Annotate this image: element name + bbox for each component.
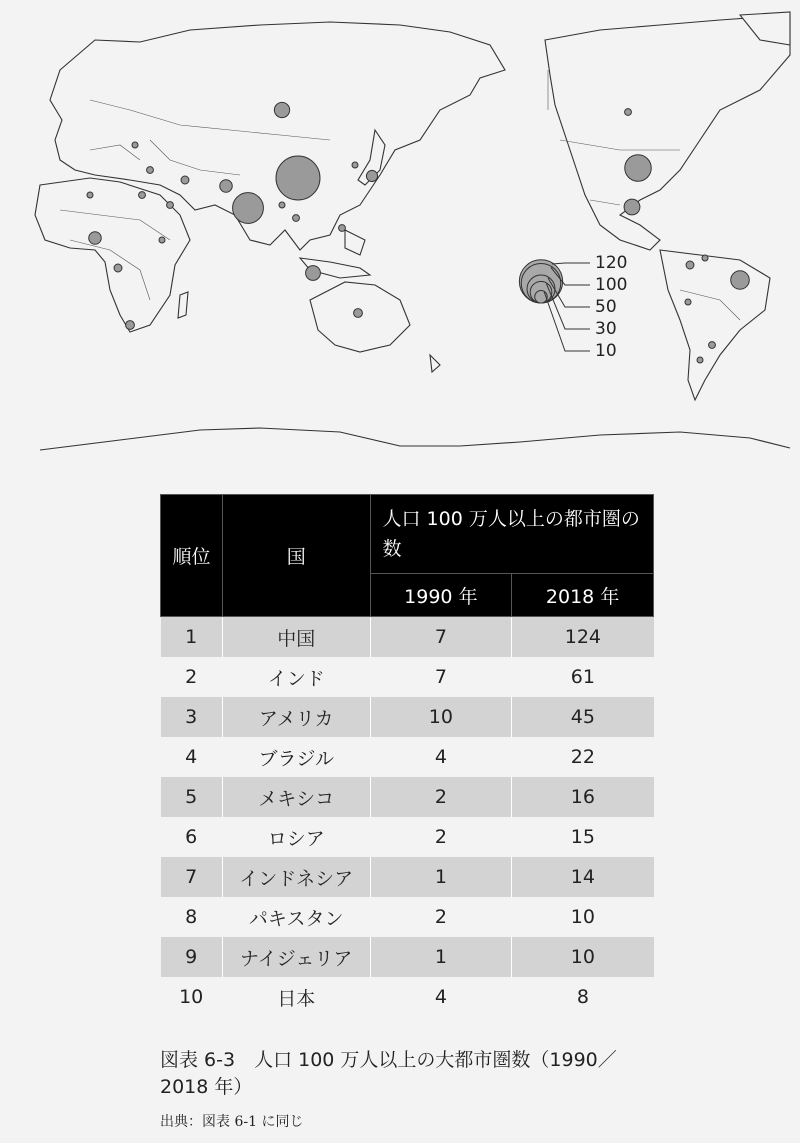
bubble-australia [354, 309, 363, 318]
bubble-mexico [624, 199, 640, 215]
table-row [161, 897, 654, 937]
caption-line-1: 図表 6-3 人口 100 万人以上の大都市圏数（1990／ [160, 1049, 617, 1071]
count-1990-cell: 4 [370, 977, 512, 1017]
country-cell: ロシア [222, 817, 370, 857]
bubble-india [233, 193, 264, 224]
country-header: 国 [222, 495, 370, 617]
legend-label-100: 100 [595, 275, 628, 295]
bubble-egypt [139, 192, 146, 199]
table-row [161, 697, 654, 737]
count-1990-cell: 10 [370, 697, 512, 737]
count-2018-cell: 61 [512, 657, 654, 697]
country-cell: メキシコ [222, 777, 370, 817]
rank-cell: 1 [161, 617, 223, 658]
count-2018-cell: 16 [512, 777, 654, 817]
count-1990-cell: 2 [370, 817, 512, 857]
bubble-indonesia [306, 266, 321, 281]
bubble-nigeria [89, 232, 101, 244]
count-2018-cell: 8 [512, 977, 654, 1017]
bubble-saudi-arabia [167, 202, 174, 209]
country-cell: 中国 [222, 617, 370, 658]
legend-label-30: 30 [595, 319, 617, 339]
rank-cell: 9 [161, 937, 223, 977]
rank-cell: 7 [161, 857, 223, 897]
figure-caption [160, 1047, 680, 1101]
count-1990-cell: 7 [370, 617, 512, 658]
legend-leader-120 [552, 263, 590, 264]
table-row [161, 977, 654, 1017]
count-2018-cell: 10 [512, 937, 654, 977]
country-cell: ブラジル [222, 737, 370, 777]
count-2018-cell: 124 [512, 617, 654, 658]
rank-cell: 6 [161, 817, 223, 857]
rank-cell: 4 [161, 737, 223, 777]
rank-header: 順位 [161, 495, 223, 617]
count-1990-cell: 7 [370, 657, 512, 697]
bubble-china [276, 156, 320, 200]
legend-label-120: 120 [595, 253, 628, 273]
bubble-russia [274, 102, 289, 117]
legend-label-50: 50 [595, 297, 617, 317]
count-1990-cell: 1 [370, 857, 512, 897]
bubble-size-legend [519, 253, 627, 361]
bubble-brazil [731, 271, 750, 290]
rank-cell: 10 [161, 977, 223, 1017]
ranking-table-body [161, 617, 654, 1018]
table-row [161, 817, 654, 857]
ranking-table [160, 494, 654, 1017]
bubble-usa [625, 155, 652, 182]
city-count-group-header: 人口 100 万人以上の都市圏の数 [370, 495, 653, 574]
table-row [161, 937, 654, 977]
world-map [0, 0, 800, 470]
bubble-canada [625, 109, 632, 116]
source-note: 出典：図表 6-1 に同じ [160, 1114, 304, 1130]
legend-label-10: 10 [595, 341, 617, 361]
bubble-iran [181, 176, 189, 184]
bubble-japan [366, 170, 377, 181]
bubble-philippines [339, 225, 346, 232]
country-cell: インド [222, 657, 370, 697]
count-2018-cell: 14 [512, 857, 654, 897]
country-cell: ナイジェリア [222, 937, 370, 977]
country-cell: アメリカ [222, 697, 370, 737]
count-2018-cell: 15 [512, 817, 654, 857]
table-row [161, 857, 654, 897]
bubble-turkey [147, 167, 154, 174]
bubble-pakistan [220, 180, 232, 192]
bubble-venezuela [702, 255, 708, 261]
count-2018-cell: 10 [512, 897, 654, 937]
year-2018-header: 2018 年 [512, 574, 654, 617]
bubble-congo [114, 264, 122, 272]
count-1990-cell: 1 [370, 937, 512, 977]
bubble-chile [697, 357, 703, 363]
count-1990-cell: 4 [370, 737, 512, 777]
table-row [161, 657, 654, 697]
count-1990-cell: 2 [370, 897, 512, 937]
rank-cell: 3 [161, 697, 223, 737]
bubble-ukraine [132, 142, 138, 148]
bubble-colombia [686, 261, 694, 269]
country-cell: パキスタン [222, 897, 370, 937]
table-row [161, 617, 654, 658]
bubble-ethiopia [159, 237, 165, 243]
table-row [161, 777, 654, 817]
bubble-argentina [709, 342, 716, 349]
bubble-south-africa [126, 321, 135, 330]
count-2018-cell: 45 [512, 697, 654, 737]
country-cell: 日本 [222, 977, 370, 1017]
bubble-vietnam [293, 215, 300, 222]
landmasses [35, 12, 790, 450]
rank-cell: 5 [161, 777, 223, 817]
caption-line-2: 2018 年） [160, 1076, 253, 1098]
rank-cell: 8 [161, 897, 223, 937]
count-1990-cell: 2 [370, 777, 512, 817]
table-row [161, 737, 654, 777]
bubble-algeria [87, 192, 93, 198]
year-1990-header: 1990 年 [370, 574, 512, 617]
bubble-peru [685, 299, 691, 305]
bubble-korea [352, 162, 358, 168]
bubble-myanmar [279, 202, 285, 208]
count-2018-cell: 22 [512, 737, 654, 777]
country-cell: インドネシア [222, 857, 370, 897]
rank-cell: 2 [161, 657, 223, 697]
